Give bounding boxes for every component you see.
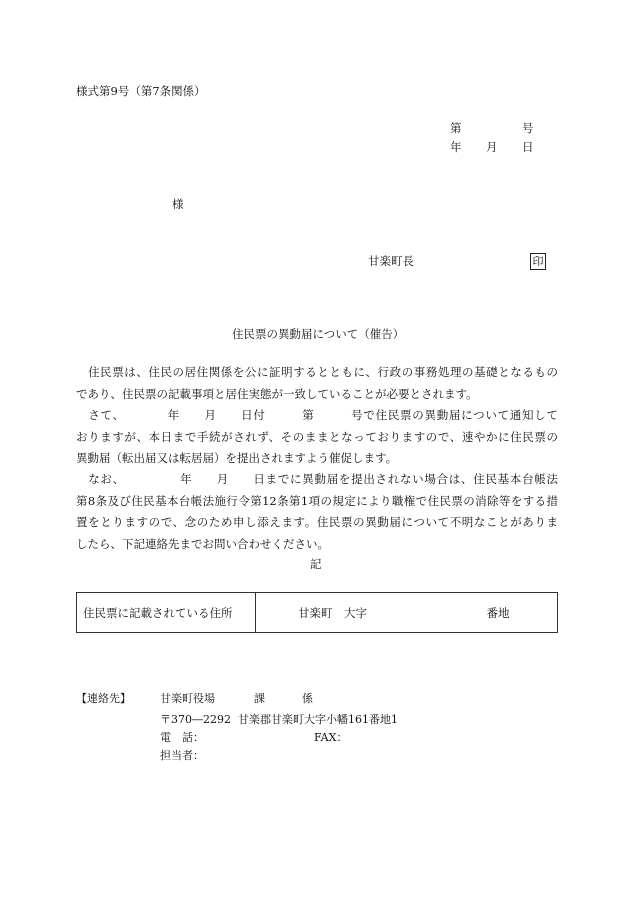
date-day: 日 bbox=[522, 140, 534, 154]
contact-tel-label: 電 話： bbox=[160, 731, 204, 744]
address-value-cell bbox=[256, 593, 558, 633]
contact-ka: 課 bbox=[254, 692, 265, 705]
issuer-name: 甘楽町長 bbox=[368, 254, 414, 268]
contact-person-label: 担当者： bbox=[160, 749, 204, 762]
document-title: 住民票の異動届について（催告） bbox=[232, 327, 405, 341]
document-number-dai: 第 bbox=[450, 121, 462, 135]
paragraph-1 bbox=[76, 362, 558, 405]
paragraph-line: なお、 年 月 日までに異動届を提出されない場合は、住民基本台帳法 bbox=[76, 472, 558, 486]
paragraph-2 bbox=[76, 405, 558, 470]
document-number-go: 号 bbox=[522, 121, 534, 135]
paragraph-line: 住民票は、住民の居住関係を公に証明するとともに、行政の事務処理の基礎となるもの bbox=[76, 365, 558, 379]
contact-fax-label: FAX： bbox=[314, 731, 348, 744]
address-banchi: 番地 bbox=[486, 605, 510, 620]
seal-stamp: 印 bbox=[530, 253, 546, 270]
paragraph-3 bbox=[76, 469, 558, 555]
paragraph-line: 異動届（転出届又は転居届）を提出されますよう催促します。 bbox=[76, 451, 398, 465]
paragraph-line: したら、下記連絡先までお問い合わせください。 bbox=[76, 536, 329, 551]
date-month: 月 bbox=[486, 140, 498, 154]
form-reference: 様式第9号（第7条関係） bbox=[76, 84, 206, 98]
contact-postal: 〒370―2292 bbox=[160, 713, 231, 726]
contact-address: 甘楽郡甘楽町大字小幡161番地1 bbox=[238, 713, 398, 726]
contact-office: 甘楽町役場 bbox=[160, 692, 215, 705]
paragraph-line: さて、 年 月 日付 第 号で住民票の異動届について通知して bbox=[76, 408, 558, 422]
address-label: 住民票に記載されている住所 bbox=[77, 593, 256, 633]
address-table bbox=[76, 592, 558, 633]
contact-kakari: 係 bbox=[302, 692, 313, 705]
ki-heading: 記 bbox=[310, 557, 322, 571]
paragraph-line: 第8条及び住民基本台帳法施行令第12条第1項の規定により職権で住民票の消除等をする措 bbox=[76, 493, 558, 508]
addressee-sama: 様 bbox=[172, 197, 184, 211]
address-town: 甘楽町 大字 bbox=[298, 605, 367, 620]
paragraph-line: であり、住民票の記載事項と居住実態が一致していることが必要とされます。 bbox=[76, 386, 478, 401]
paragraph-line: おりますが、本日まで手続がされず、そのままとなっておりますので、速やかに住民票の bbox=[76, 429, 558, 444]
date-year: 年 bbox=[450, 140, 462, 154]
paragraph-line: 置をとりますので、念のため申し添えます。住民票の異動届について不明なことがありま bbox=[76, 515, 558, 529]
contact-heading: 【連絡先】 bbox=[76, 692, 131, 705]
